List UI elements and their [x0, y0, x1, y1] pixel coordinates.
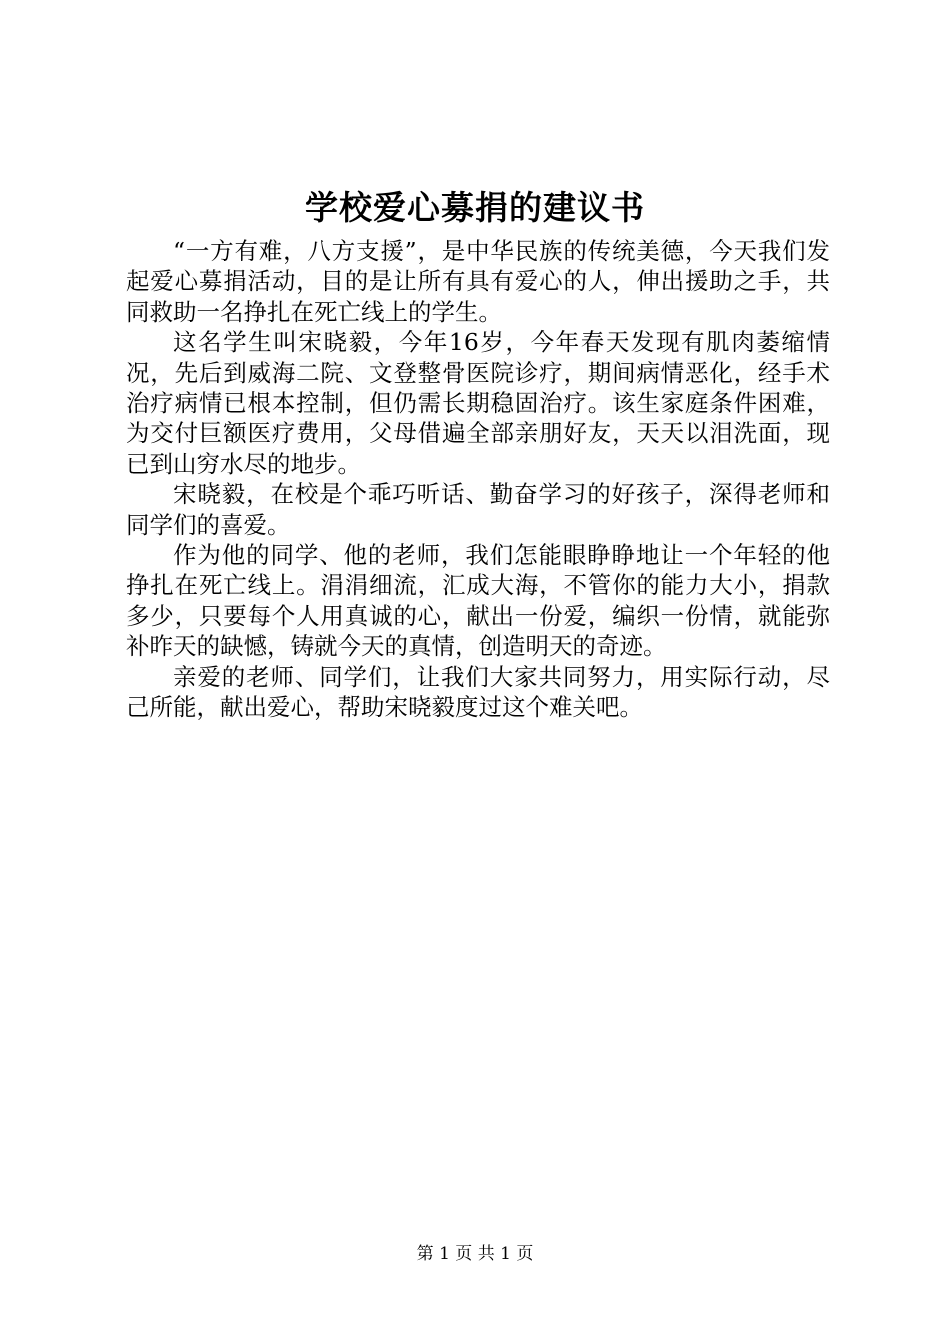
paragraph: 亲爱的老师、同学们，让我们大家共同努力，用实际行动，尽己所能，献出爱心，帮助宋晓毅度过这个难关吧。	[126, 662, 830, 722]
document-body	[126, 236, 830, 723]
paragraph: 这名学生叫宋晓毅，今年16岁，今年春天发现有肌肉萎缩情况，先后到威海二院、文登整骨医院诊疗，期间病情恶化，经手术治疗病情已根本控制，但仍需长期稳固治疗。该生家庭条件困难，为交付巨额医疗费用，父母借遍全部亲朋好友，天天以泪洗面，现已到山穷水尽的地步。	[126, 328, 830, 478]
page-number-footer: 第 1 页 共 1 页	[416, 1244, 534, 1264]
paragraph: “一方有难，八方支援”，是中华民族的传统美德，今天我们发起爱心募捐活动，目的是让所有具有爱心的人，伸出援助之手，共同救助一名挣扎在死亡线上的学生。	[126, 237, 830, 326]
paragraph: 作为他的同学、他的老师，我们怎能眼睁睁地让一个年轻的他挣扎在死亡线上。涓涓细流，汇成大海，不管你的能力大小，捐款多少，只要每个人用真诚的心，献出一份爱，编织一份情，就能弥补昨天的缺憾，铸就今天的真情，创造明天的奇迹。	[126, 541, 830, 661]
document-title: 学校爱心募捐的建议书	[305, 188, 645, 227]
paragraph: 宋晓毅，在校是个乖巧听话、勤奋学习的好孩子，深得老师和同学们的喜爱。	[126, 480, 830, 539]
